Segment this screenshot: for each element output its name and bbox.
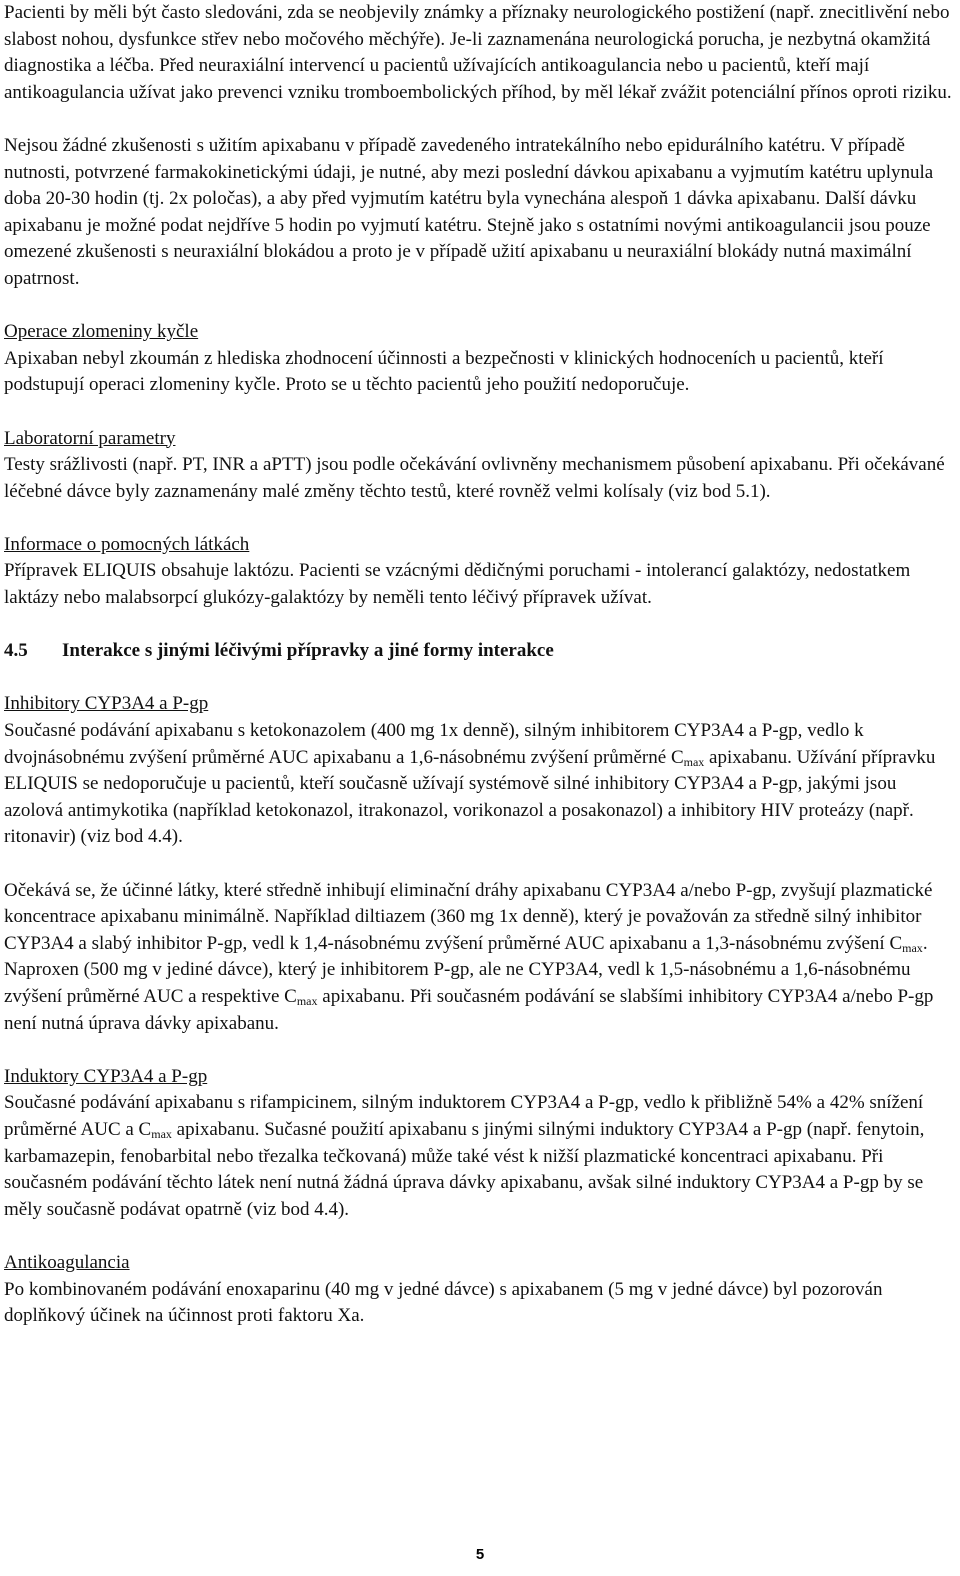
section-heading-excipients: Informace o pomocných látkách xyxy=(4,533,250,555)
paragraph-inhibitors xyxy=(4,718,954,851)
paragraph-text: Před neuraxiální intervencí u pacientů užívajících antikoagulancia nebo u pacientů, kteří mají antikoagulancia užívat jako prevenci vzniku tromboembolických příhod, by měl lékař zvážit potenciální přínos oproti riziku. xyxy=(4,55,952,103)
paragraph-hip-fracture: Apixaban nebyl zkoumán z hlediska zhodnocení účinnosti a bezpečnosti v klinických hodnoceních u pacientů, kteří podstupují operaci zlomeniny kyčle. Proto se u těchto pacientů jeho použití nedoporučuje. xyxy=(4,347,884,396)
paragraph-moderate-inhibitors xyxy=(4,878,954,1038)
paragraph-text: apixabanu. Sučasné použití apixabanu s jinými silnými induktory CYP3A4 a P-gp (např. fenytoin, karbamazepin, fenobarbital nebo třezalka tečkovaná) může také vést k nižší plazmatické koncentraci apixabanu. Při současném podávání těchto látek není nutná žádná úprava dávky apixabanu, avšak silné induktory CYP3A4 a P-gp by se měly současně podávat opatrně (viz bod 4.4). xyxy=(4,1118,925,1220)
paragraph-text: Současné podávání apixabanu s rifampicinem, silným induktorem CYP3A4 a P-gp, vedlo k přibližně 54% a 42% snížení průměrné AUC a C xyxy=(4,1092,924,1140)
subscript: max xyxy=(296,993,318,1008)
section-number: 4.5 xyxy=(4,640,28,662)
paragraph-text: Očekává se, že účinné látky, které středně inhibují eliminační dráhy apixabanu CYP3A4 a/nebo P-gp, zvyšují plazmatické koncentrace apixabanu minimálně. Například diltiazem (360 mg 1x denně), který je považován za středně silný inhibitor CYP3A4 a slabý inhibitor P-gp, vedl k 1,4-násobnému zvýšení průměrné AUC apixabanu a 1,3-násobnému zvýšení C xyxy=(4,879,933,954)
subscript: max xyxy=(683,754,705,769)
paragraph-text: Pacienti by měli být často sledováni, zda se neobjevily známky a příznaky neurologického postižení (např. znecitlivění nebo slabost nohou, dysfunkce střev nebo močového měchýře). Je-li zaznamenána neurologická porucha, je nezbytná okamžitá diagnostika a léčba. xyxy=(4,2,950,77)
paragraph-inducers xyxy=(4,1090,954,1223)
section-heading-inducers: Induktory CYP3A4 a P-gp xyxy=(4,1065,208,1087)
paragraph-lab-parameters: Testy srážlivosti (např. PT, INR a aPTT) jsou podle očekávání ovlivněny mechanismem působení apixabanu. Při očekávané léčebné dávce byly zaznamenány malé změny těchto testů, které rovněž velmi kolísaly (viz bod 5.1). xyxy=(4,454,945,502)
section-heading-inhibitors: Inhibitory CYP3A4 a P-gp xyxy=(4,693,209,715)
paragraph-neurological-monitoring xyxy=(4,0,954,106)
page-number: 5 xyxy=(475,1546,485,1563)
subscript: max xyxy=(902,940,923,955)
subscript: max xyxy=(151,1126,172,1141)
paragraph-catheter: Nejsou žádné zkušenosti s užitím apixabanu v případě zavedeného intratekálního nebo epidurálního katétru. V případě nutnosti, potvrzené farmakokinetickými údaji, je nutné, aby mezi poslední dávkou apixabanu a vyjmutím katétru uplynula doba 20-30 hodin (tj. 2x poločas), a aby před vyjmutím katétru byla vynechána alespoň 1 dávka apixabanu. Další dávku apixabanu je možné podat nejdříve 5 hodin po vyjmutí katétru. Stejně jako s ostatními novými antikoagulancii jsou pouze omezené zkušenosti s neuraxiální blokádou a proto je v případě užití apixabanu u neuraxiální blokády nutná maximální opatrnost. xyxy=(4,134,934,289)
paragraph-text: . Naproxen (500 mg v jediné dávce), který je inhibitorem P-gp, ale ne CYP3A4, vedl k 1,5-násobnému a 1,6-násobnému zvýšení průměrné AUC a respektive C xyxy=(4,932,928,1007)
document-page xyxy=(4,0,954,1330)
section-title-4-5 xyxy=(4,638,954,665)
paragraph-text: Současné podávání apixabanu s ketokonazolem (400 mg 1x denně), silným inhibitorem CYP3A4 a P-gp, vedlo k dvojnásobnému zvýšení průměrné AUC apixabanu a 1,6-násobnému zvýšení průměrné C xyxy=(4,720,864,768)
section-title-text: Interakce s jinými léčivými přípravky a jiné formy interakce xyxy=(62,640,554,662)
section-heading-lab-parameters: Laboratorní parametry xyxy=(4,427,176,449)
paragraph-anticoagulants: Po kombinovaném podávání enoxaparinu (40 mg v jedné dávce) s apixabanem (5 mg v jedné dávce) byl pozorován doplňkový účinek na účinnost proti faktoru Xa. xyxy=(4,1278,883,1327)
section-heading-anticoagulants: Antikoagulancia xyxy=(4,1251,130,1273)
paragraph-text: apixabanu. Při současném podávání se slabšími inhibitory CYP3A4 a/nebo P-gp není nutná úprava dávky apixabanu. xyxy=(4,985,934,1034)
section-heading-hip-fracture: Operace zlomeniny kyčle xyxy=(4,321,199,343)
paragraph-text: apixabanu. Užívání přípravku ELIQUIS se nedoporučuje u pacientů, kteří současně užívají systémově silné inhibitory CYP3A4 a P-gp, jakými jsou azolová antimykotika (například ketokonazol, itrakonazol, vorikonazol a posakonazol) a inhibitory HIV proteázy (např. ritonavir) (viz bod 4.4). xyxy=(4,746,936,848)
paragraph-excipients: Přípravek ELIQUIS obsahuje laktózu. Pacienti se vzácnými dědičnými poruchami - intolerancí galaktózy, nedostatkem laktázy nebo malabsorpcí glukózy-galaktózy by neměli tento léčivý přípravek užívat. xyxy=(4,560,911,609)
